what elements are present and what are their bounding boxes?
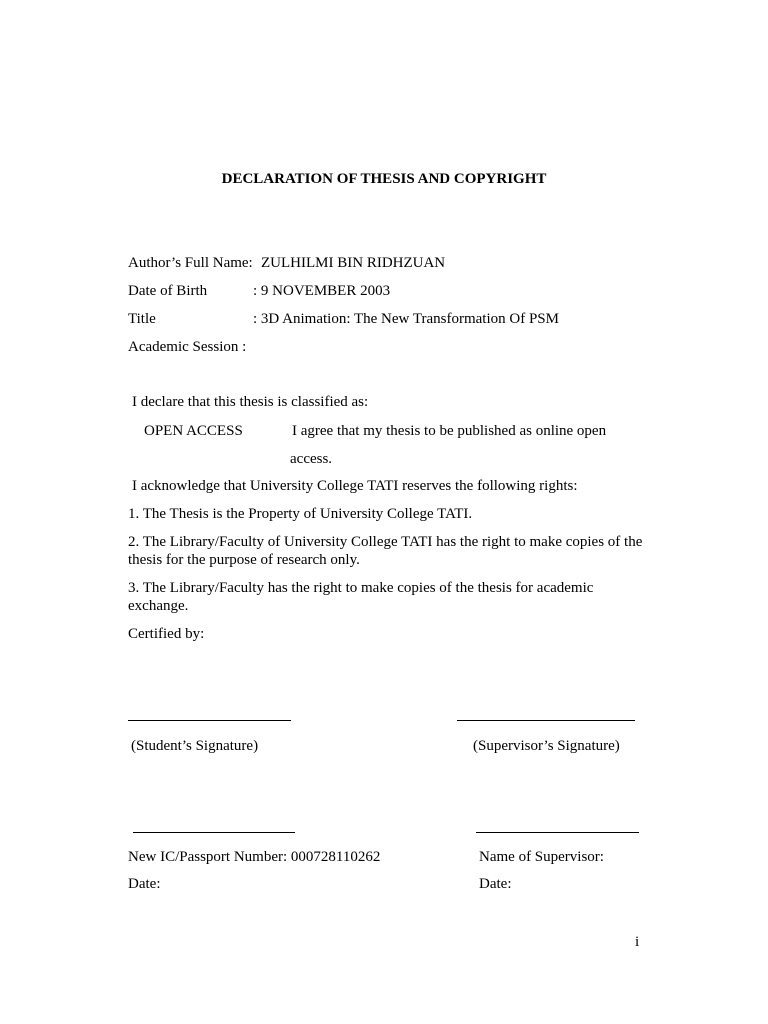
- certified-by: Certified by:: [128, 626, 205, 642]
- supervisor-signature-line: [457, 720, 635, 721]
- supervisor-name-label: Name of Supervisor:: [479, 849, 604, 865]
- date-right-label: Date:: [479, 876, 512, 892]
- page-title: DECLARATION OF THESIS AND COPYRIGHT: [221, 171, 547, 187]
- author-name-value: ZULHILMI BIN RIDHZUAN: [261, 255, 446, 271]
- student-signature-caption: (Student’s Signature): [131, 738, 259, 754]
- supervisor-name-line: [476, 832, 639, 833]
- ic-number: New IC/Passport Number: 000728110262: [128, 849, 381, 865]
- thesis-title-label: Title: [128, 311, 156, 327]
- dob-label: Date of Birth: [128, 283, 208, 299]
- rights-item-3: 3. The Library/Faculty has the right to make copies of the thesis for academic exchange.: [128, 580, 594, 614]
- classification-label: OPEN ACCESS: [144, 423, 243, 439]
- acknowledge-text: I acknowledge that University College TATI reserves the following rights:: [132, 478, 578, 494]
- declare-intro: I declare that this thesis is classified as:: [132, 394, 369, 410]
- supervisor-signature-caption: (Supervisor’s Signature): [473, 738, 620, 754]
- classification-text-line1: I agree that my thesis to be published as online open: [292, 423, 607, 439]
- classification-text-line2: access.: [290, 451, 333, 467]
- ic-number-line: [133, 832, 295, 833]
- student-signature-line: [128, 720, 291, 721]
- dob-value: : 9 NOVEMBER 2003: [253, 283, 391, 299]
- author-name-label: Author’s Full Name:: [128, 255, 253, 271]
- rights-item-1: 1. The Thesis is the Property of University College TATI.: [128, 506, 473, 522]
- academic-session-label: Academic Session :: [128, 339, 247, 355]
- date-left-label: Date:: [128, 876, 161, 892]
- page-number: i: [635, 934, 640, 950]
- thesis-title-value: : 3D Animation: The New Transformation Of PSM: [253, 311, 559, 327]
- rights-item-2: 2. The Library/Faculty of University College TATI has the right to make copies of the thesis for the purpose of research only.: [128, 534, 643, 568]
